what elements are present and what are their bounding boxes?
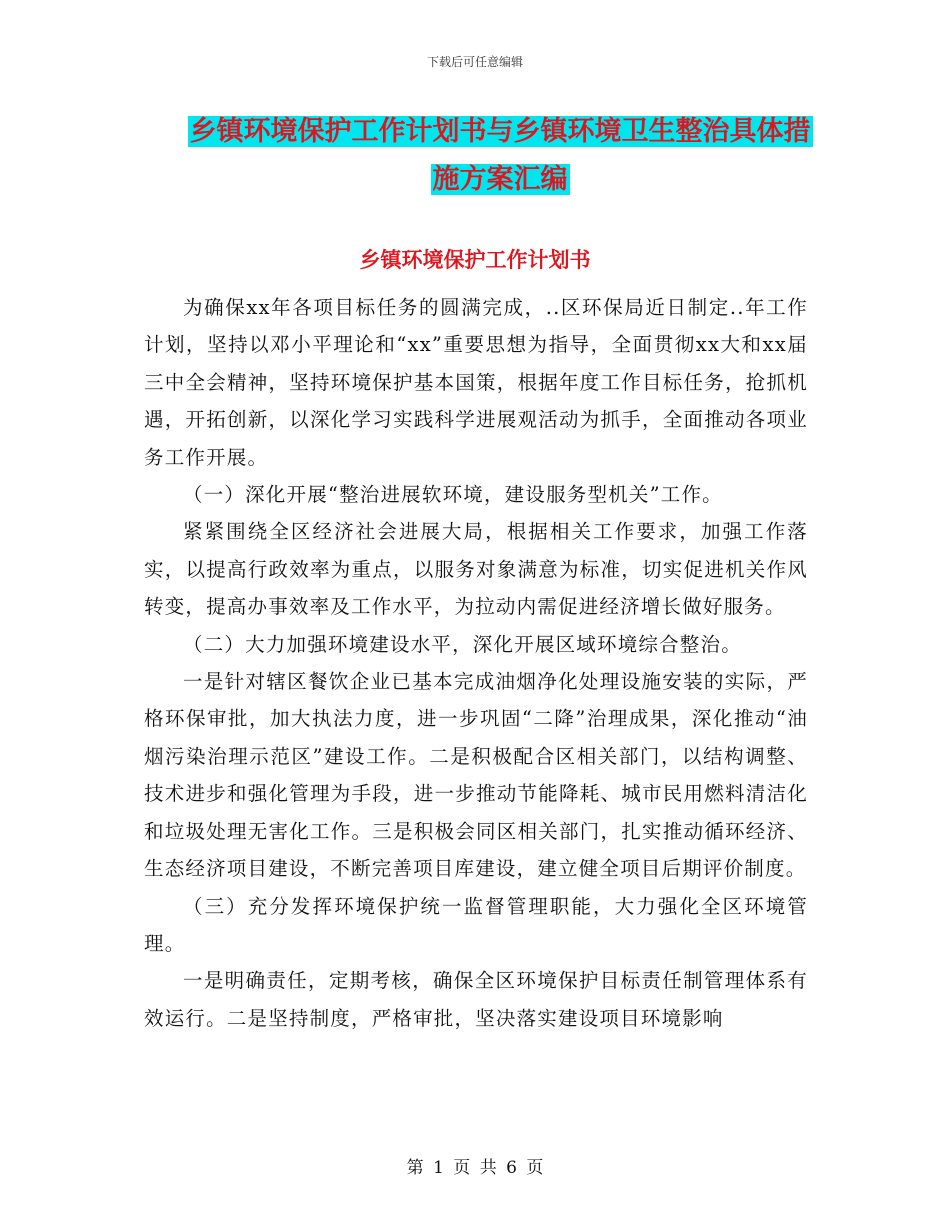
paragraph: 一是明确责任，定期考核，确保全区环境保护目标责任制管理体系有效运行。二是坚持制度，严格审批，坚决落实建设项目环境影响 xyxy=(144,969,808,1030)
paragraph: 一是针对辖区餐饮企业已基本完成油烟净化处理设施安装的实际，严格环保审批，加大执法力度，进一步巩固“二降”治理成果，深化推动“油烟污染治理示范区”建设工作。二是积极配合区相关部门，以结构调整、技术进步和强化管理为手段，进一步推动节能降耗、城市民用燃料清洁化和垃圾处理无害化工作。三是积极会同区相关部门，扎实推动循环经济、生态经济项目建设，不断完善项目库建设，建立健全项目后期评价制度。 xyxy=(144,670,808,881)
page-number-footer: 第 1 页 共 6 页 xyxy=(406,1158,544,1178)
document-title-line-1: 乡镇环境保护工作计划书与乡镇环境卫生整治具体措 xyxy=(189,116,811,147)
document-title xyxy=(180,108,820,204)
paragraph: 为确保xx年各项目标任务的圆满完成，..区环保局近日制定..年工作计划，坚持以邓小平理论和“xx”重要思想为指导，全面贯彻xx大和xx届三中全会精神，坚持环境保护基本国策，根据年度工作目标任务，抢抓机遇，开拓创新，以深化学习实践科学进展观活动为抓手，全面推动各项业务工作开展。 xyxy=(144,296,808,469)
header-note: 下载后可任意编辑 xyxy=(426,55,523,69)
paragraph-heading: （二）大力加强环境建设水平，深化开展区域环境综合整治。 xyxy=(183,632,742,656)
paragraph-heading: （一）深化开展“整治进展软环境，建设服务型机关”工作。 xyxy=(183,483,723,507)
document-body xyxy=(144,289,808,1037)
paragraph-heading: （三）充分发挥环境保护统一监督管理职能，大力强化全区环境管理。 xyxy=(144,894,808,955)
document-title-line-2: 施方案汇编 xyxy=(432,164,568,195)
paragraph: 紧紧围绕全区经济社会进展大局，根据相关工作要求，加强工作落实，以提高行政效率为重点，以服务对象满意为标准，切实促进机关作风转变，提高办事效率及工作水平，为拉动内需促进经济增长做好服务。 xyxy=(144,520,808,619)
section-title: 乡镇环境保护工作计划书 xyxy=(359,247,591,272)
